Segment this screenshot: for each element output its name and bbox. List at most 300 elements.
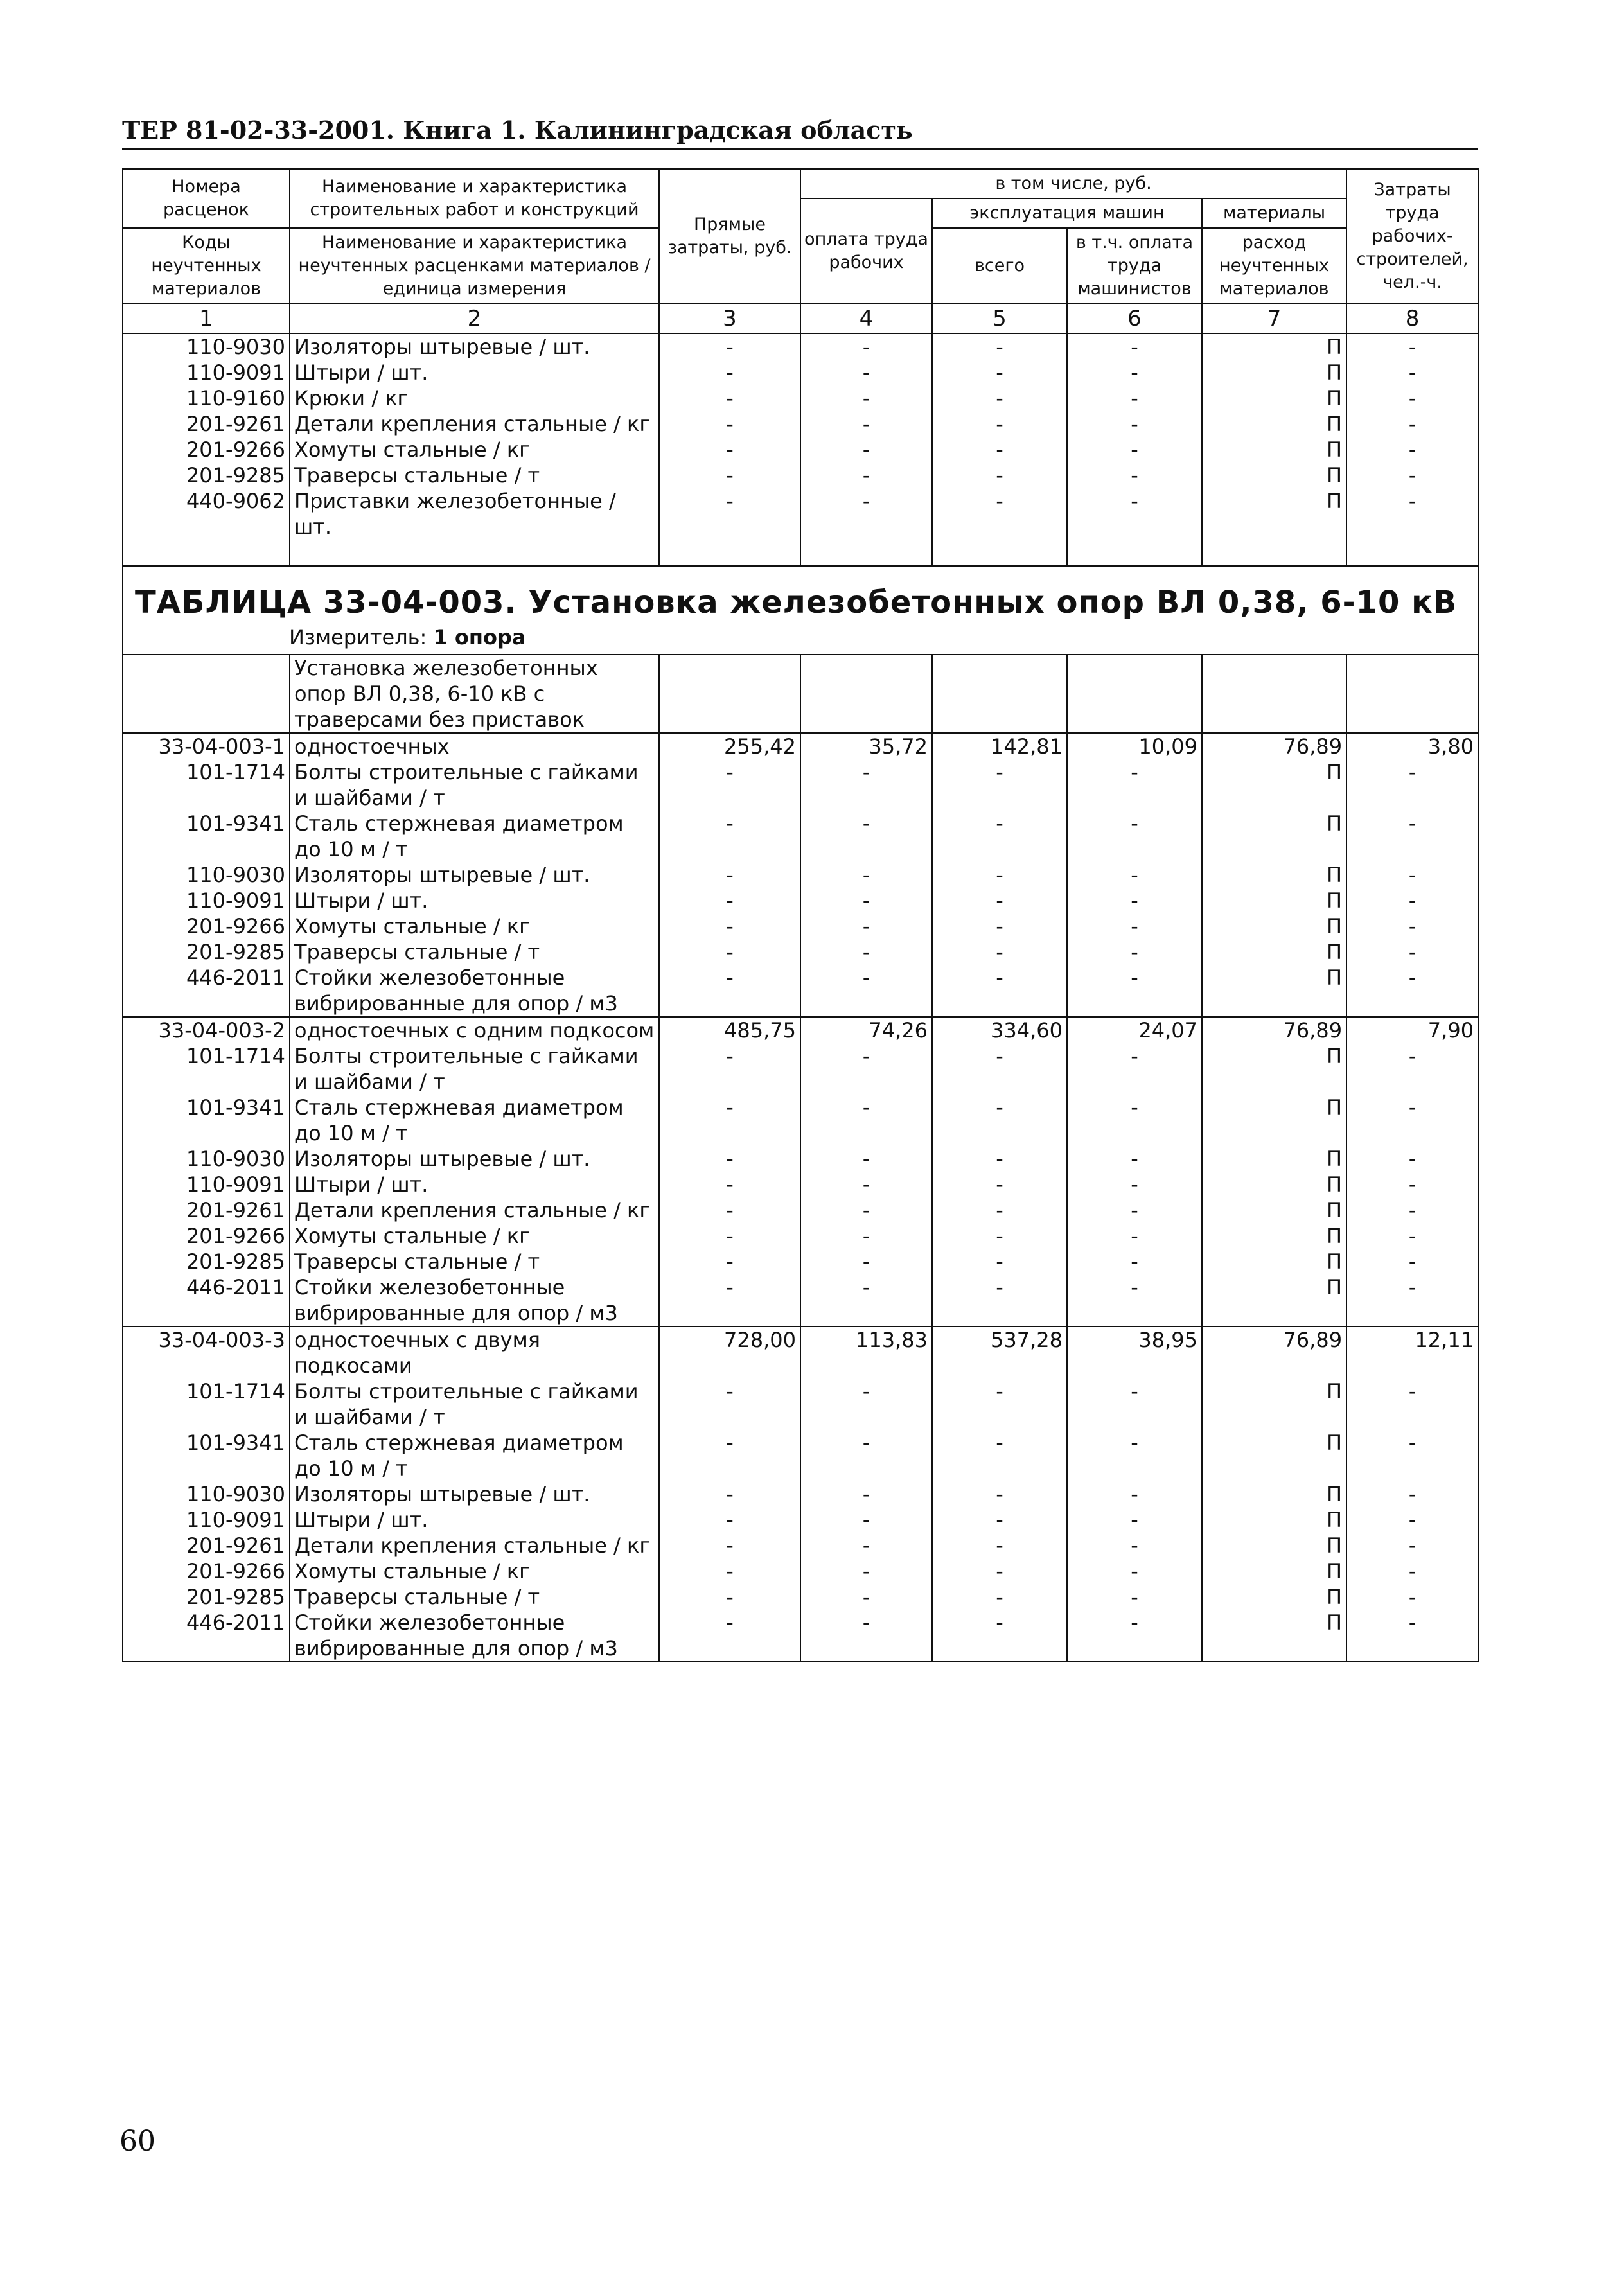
table-row <box>123 1507 1478 1533</box>
row-value: - <box>1067 1095 1202 1146</box>
row-value: - <box>1346 437 1478 463</box>
row-value: - <box>932 333 1067 360</box>
row-value: - <box>932 1507 1067 1533</box>
row-name: Изоляторы штыревые / шт. <box>290 333 659 360</box>
row-value: - <box>932 1533 1067 1558</box>
row-value: - <box>1067 411 1202 437</box>
row-name: Хомуты стальные / кг <box>290 437 659 463</box>
row-value: - <box>1067 1558 1202 1584</box>
col-num: 8 <box>1346 304 1478 333</box>
row-value: - <box>1067 913 1202 939</box>
row-value: - <box>659 913 800 939</box>
row-value: - <box>800 1146 932 1172</box>
row-name: Изоляторы штыревые / шт. <box>290 1146 659 1172</box>
row-code: 101-9341 <box>123 811 290 862</box>
row-value: - <box>932 1043 1067 1095</box>
row-name: Болты строительные с гайками и шайбами / т <box>290 1043 659 1095</box>
row-code: 440-9062 <box>123 488 290 540</box>
table-row <box>123 1043 1478 1095</box>
row-value: - <box>1067 965 1202 1017</box>
table-row <box>123 1017 1478 1043</box>
row-value: - <box>659 759 800 811</box>
row-value: - <box>800 862 932 888</box>
row-value: П <box>1202 1558 1346 1584</box>
row-value: 7,90 <box>1346 1017 1478 1043</box>
row-value: П <box>1202 913 1346 939</box>
row-value: - <box>800 463 932 488</box>
row-code: 110-9091 <box>123 888 290 913</box>
row-value: - <box>659 1610 800 1662</box>
row-value: - <box>1346 1095 1478 1146</box>
col-materials-name-header: Наименование и характеристика неучтенных расценками материалов / единица измерения <box>290 228 659 304</box>
row-name: Траверсы стальные / т <box>290 939 659 965</box>
row-value: 3,80 <box>1346 733 1478 759</box>
row-value: П <box>1202 1146 1346 1172</box>
row-value: - <box>1067 1584 1202 1610</box>
row-value: П <box>1202 1584 1346 1610</box>
row-name: Сталь стержневая диаметром до 10 м / т <box>290 1430 659 1481</box>
row-value: - <box>932 1584 1067 1610</box>
row-value: - <box>800 488 932 540</box>
row-code: 33-04-003-1 <box>123 733 290 759</box>
row-name: Штыри / шт. <box>290 888 659 913</box>
row-value: - <box>800 1095 932 1146</box>
row-value: - <box>1067 1533 1202 1558</box>
row-code: 110-9160 <box>123 385 290 411</box>
row-value: - <box>800 1481 932 1507</box>
row-value: - <box>659 385 800 411</box>
row-value: - <box>1067 1430 1202 1481</box>
row-code: 201-9261 <box>123 1533 290 1558</box>
row-value: - <box>1346 1507 1478 1533</box>
row-value: - <box>659 333 800 360</box>
row-value: - <box>1346 488 1478 540</box>
row-value: - <box>800 1249 932 1274</box>
col-num: 4 <box>800 304 932 333</box>
row-value: - <box>1067 333 1202 360</box>
table-row <box>123 1172 1478 1197</box>
row-name: Болты строительные с гайками и шайбами / т <box>290 1379 659 1430</box>
row-value: 35,72 <box>800 733 932 759</box>
table-row <box>123 333 1478 360</box>
row-value: - <box>1346 1558 1478 1584</box>
table-row <box>123 939 1478 965</box>
table-row <box>123 437 1478 463</box>
row-name: Стойки железобетонные вибрированные для опор / м3 <box>290 1274 659 1326</box>
row-value: - <box>800 1043 932 1095</box>
row-name: Детали крепления стальные / кг <box>290 1533 659 1558</box>
table-row <box>123 888 1478 913</box>
header-row-1 <box>123 169 1478 198</box>
row-value: П <box>1202 1274 1346 1326</box>
row-value: - <box>800 1223 932 1249</box>
row-value: - <box>659 1558 800 1584</box>
row-name: Сталь стержневая диаметром до 10 м / т <box>290 811 659 862</box>
row-code: 33-04-003-2 <box>123 1017 290 1043</box>
row-value: - <box>659 437 800 463</box>
row-value: П <box>1202 1379 1346 1430</box>
row-name: Штыри / шт. <box>290 1507 659 1533</box>
table-row <box>123 913 1478 939</box>
row-value: - <box>800 385 932 411</box>
row-name: Болты строительные с гайками и шайбами / т <box>290 759 659 811</box>
row-value: П <box>1202 385 1346 411</box>
row-value: - <box>800 1610 932 1662</box>
row-value: П <box>1202 862 1346 888</box>
row-value: - <box>1067 437 1202 463</box>
row-value: - <box>659 939 800 965</box>
table-row <box>123 360 1478 385</box>
row-value: П <box>1202 1481 1346 1507</box>
row-value: - <box>1067 1507 1202 1533</box>
row-value: - <box>659 1043 800 1095</box>
row-value: - <box>932 1172 1067 1197</box>
row-value: - <box>800 333 932 360</box>
row-code: 110-9091 <box>123 360 290 385</box>
row-value: 76,89 <box>1202 733 1346 759</box>
row-value: 728,00 <box>659 1326 800 1379</box>
row-value: П <box>1202 437 1346 463</box>
row-value: - <box>932 1610 1067 1662</box>
row-code: 201-9285 <box>123 1249 290 1274</box>
col-num: 5 <box>932 304 1067 333</box>
row-value: - <box>1346 913 1478 939</box>
row-code: 201-9266 <box>123 1223 290 1249</box>
row-value: П <box>1202 360 1346 385</box>
row-value: - <box>659 811 800 862</box>
row-value: 334,60 <box>932 1017 1067 1043</box>
row-code: 110-9091 <box>123 1172 290 1197</box>
table-row <box>123 1326 1478 1379</box>
row-value: - <box>1346 1043 1478 1095</box>
document-header: ТЕР 81-02-33-2001. Книга 1. Калининградская область <box>122 116 1478 150</box>
col-rates-header: Номера расценок <box>123 169 290 228</box>
row-value: - <box>659 965 800 1017</box>
row-value: - <box>659 1430 800 1481</box>
row-value: - <box>1346 1197 1478 1223</box>
row-value: 485,75 <box>659 1017 800 1043</box>
col-num: 6 <box>1067 304 1202 333</box>
row-value: П <box>1202 1043 1346 1095</box>
table-row <box>123 1481 1478 1507</box>
row-value: - <box>932 411 1067 437</box>
row-value: - <box>800 939 932 965</box>
row-value: П <box>1202 1095 1346 1146</box>
row-code: 201-9285 <box>123 1584 290 1610</box>
row-value: - <box>659 1533 800 1558</box>
row-value: П <box>1202 1533 1346 1558</box>
table-title: ТАБЛИЦА 33-04-003. Установка железобетонных опор ВЛ 0,38, 6-10 кВ <box>135 585 1458 621</box>
row-value: - <box>800 437 932 463</box>
row-value: - <box>932 862 1067 888</box>
row-value: 255,42 <box>659 733 800 759</box>
col-num: 3 <box>659 304 800 333</box>
row-code: 201-9261 <box>123 1197 290 1223</box>
row-code: 101-1714 <box>123 759 290 811</box>
row-value: - <box>800 1172 932 1197</box>
row-value: - <box>1067 1043 1202 1095</box>
row-value: - <box>1067 759 1202 811</box>
row-code: 33-04-003-3 <box>123 1326 290 1379</box>
row-code: 446-2011 <box>123 965 290 1017</box>
row-value: - <box>800 1197 932 1223</box>
meter-label: Измеритель: <box>289 625 427 649</box>
row-value: - <box>800 1430 932 1481</box>
row-value: - <box>800 411 932 437</box>
row-value: - <box>932 1481 1067 1507</box>
row-value: - <box>659 488 800 540</box>
row-code: 101-9341 <box>123 1430 290 1481</box>
row-value: П <box>1202 411 1346 437</box>
row-name: Траверсы стальные / т <box>290 1584 659 1610</box>
table-row <box>123 1146 1478 1172</box>
row-value: - <box>1067 488 1202 540</box>
table-row <box>123 1430 1478 1481</box>
row-value: 537,28 <box>932 1326 1067 1379</box>
row-value: - <box>932 1430 1067 1481</box>
rates-table <box>122 168 1479 1662</box>
row-value: - <box>932 965 1067 1017</box>
table-row <box>123 463 1478 488</box>
row-code: 446-2011 <box>123 1274 290 1326</box>
row-value: П <box>1202 1507 1346 1533</box>
row-value: П <box>1202 965 1346 1017</box>
row-value: - <box>1346 888 1478 913</box>
row-value: - <box>659 888 800 913</box>
row-value: - <box>1346 1249 1478 1274</box>
row-code: 201-9261 <box>123 411 290 437</box>
row-value: - <box>659 1379 800 1430</box>
row-code: 201-9285 <box>123 939 290 965</box>
row-value: - <box>1346 1274 1478 1326</box>
col-num: 2 <box>290 304 659 333</box>
materials-header: материалы <box>1202 198 1346 228</box>
row-value: П <box>1202 1197 1346 1223</box>
col-operators-header: в т.ч. оплата труда машинистов <box>1067 228 1202 304</box>
row-value: - <box>932 1379 1067 1430</box>
row-value: - <box>932 888 1067 913</box>
row-value: - <box>1067 1249 1202 1274</box>
row-name: Приставки железобетонные / шт. <box>290 488 659 540</box>
row-name: Крюки / кг <box>290 385 659 411</box>
machines-header: эксплуатация машин <box>932 198 1202 228</box>
row-value: - <box>932 488 1067 540</box>
row-value: - <box>1346 411 1478 437</box>
row-name: одностоечных с двумя подкосами <box>290 1326 659 1379</box>
row-value: 10,09 <box>1067 733 1202 759</box>
table-row <box>123 1610 1478 1662</box>
row-value: - <box>1067 1379 1202 1430</box>
table-row <box>123 1274 1478 1326</box>
col-num: 7 <box>1202 304 1346 333</box>
row-value: - <box>1346 759 1478 811</box>
row-code: 201-9266 <box>123 437 290 463</box>
row-value: - <box>800 1533 932 1558</box>
row-value: П <box>1202 1430 1346 1481</box>
row-value: - <box>800 888 932 913</box>
row-value: - <box>1346 1533 1478 1558</box>
row-value: П <box>1202 1223 1346 1249</box>
row-name: Сталь стержневая диаметром до 10 м / т <box>290 1095 659 1146</box>
row-name: Стойки железобетонные вибрированные для опор / м3 <box>290 1610 659 1662</box>
row-value: - <box>1067 1197 1202 1223</box>
row-value: - <box>1346 862 1478 888</box>
col-labor-header: Затраты труда рабочих-строителей, чел.-ч. <box>1346 169 1478 304</box>
table-row <box>123 411 1478 437</box>
row-value: - <box>1346 333 1478 360</box>
row-value: - <box>1067 862 1202 888</box>
row-value: - <box>1067 1274 1202 1326</box>
row-code: 201-9266 <box>123 913 290 939</box>
row-value: 76,89 <box>1202 1017 1346 1043</box>
row-value: - <box>1067 1223 1202 1249</box>
col-num: 1 <box>123 304 290 333</box>
row-name: одностоечных <box>290 733 659 759</box>
table-row <box>123 488 1478 540</box>
row-value: - <box>1067 1481 1202 1507</box>
row-value: - <box>800 811 932 862</box>
row-value: - <box>1067 1610 1202 1662</box>
row-value: П <box>1202 1610 1346 1662</box>
row-value: - <box>659 1223 800 1249</box>
row-value: 142,81 <box>932 733 1067 759</box>
row-value: - <box>800 913 932 939</box>
row-code: 201-9285 <box>123 463 290 488</box>
col-codes-header: Коды неучтенных материалов <box>123 228 290 304</box>
row-value: - <box>659 1274 800 1326</box>
col-machines-total-header: всего <box>932 228 1067 304</box>
table-row <box>123 1095 1478 1146</box>
row-value: - <box>659 1249 800 1274</box>
column-numbers-row <box>123 304 1478 333</box>
row-value: - <box>1067 811 1202 862</box>
row-value: - <box>659 1172 800 1197</box>
row-value: - <box>1346 1610 1478 1662</box>
row-value: - <box>659 1197 800 1223</box>
col-direct-costs-header: Прямые затраты, руб. <box>659 169 800 304</box>
row-value: - <box>1067 463 1202 488</box>
row-value: - <box>659 1146 800 1172</box>
col-wages-header: оплата труда рабочих <box>800 198 932 304</box>
row-value: - <box>659 1481 800 1507</box>
row-value: - <box>659 360 800 385</box>
row-name: Траверсы стальные / т <box>290 1249 659 1274</box>
row-value: П <box>1202 333 1346 360</box>
table-row <box>123 811 1478 862</box>
row-name: Изоляторы штыревые / шт. <box>290 1481 659 1507</box>
page-number: 60 <box>119 2125 155 2158</box>
row-value: - <box>932 1095 1067 1146</box>
table-row <box>123 1584 1478 1610</box>
row-value: - <box>932 1197 1067 1223</box>
row-value: - <box>1346 1146 1478 1172</box>
row-value: - <box>1346 385 1478 411</box>
row-name: Штыри / шт. <box>290 1172 659 1197</box>
table-row <box>123 1558 1478 1584</box>
table-row <box>123 759 1478 811</box>
row-value: - <box>932 939 1067 965</box>
row-value: - <box>932 913 1067 939</box>
row-value: - <box>659 1507 800 1533</box>
row-value: - <box>1346 1430 1478 1481</box>
row-value: 113,83 <box>800 1326 932 1379</box>
row-value: - <box>800 1507 932 1533</box>
row-value: - <box>1346 1379 1478 1430</box>
row-name: Хомуты стальные / кг <box>290 1558 659 1584</box>
table-row <box>123 965 1478 1017</box>
row-value: - <box>1346 1584 1478 1610</box>
row-value: - <box>932 463 1067 488</box>
row-value: - <box>659 411 800 437</box>
row-value: - <box>1346 1481 1478 1507</box>
row-value: - <box>1346 1223 1478 1249</box>
row-value: 74,26 <box>800 1017 932 1043</box>
row-value: 12,11 <box>1346 1326 1478 1379</box>
row-value: 24,07 <box>1067 1017 1202 1043</box>
row-code: 101-9341 <box>123 1095 290 1146</box>
row-value: - <box>800 1558 932 1584</box>
row-value: - <box>800 360 932 385</box>
table-row <box>123 1249 1478 1274</box>
row-value: - <box>800 1584 932 1610</box>
row-value: П <box>1202 811 1346 862</box>
row-value: - <box>932 385 1067 411</box>
row-value: - <box>800 1379 932 1430</box>
row-value: - <box>932 811 1067 862</box>
row-value: П <box>1202 1249 1346 1274</box>
row-value: - <box>1067 1146 1202 1172</box>
section-intro: Установка железобетонных опор ВЛ 0,38, 6-10 кВ с траверсами без приставок <box>290 655 659 733</box>
row-value: П <box>1202 888 1346 913</box>
table-row <box>123 1533 1478 1558</box>
row-name: Хомуты стальные / кг <box>290 913 659 939</box>
row-code: 110-9030 <box>123 1146 290 1172</box>
table-row <box>123 1197 1478 1223</box>
row-value: - <box>1346 1172 1478 1197</box>
row-code: 201-9266 <box>123 1558 290 1584</box>
row-value: - <box>932 1274 1067 1326</box>
col-works-header: Наименование и характеристика строительных работ и конструкций <box>290 169 659 228</box>
row-value: - <box>659 862 800 888</box>
row-value: - <box>659 463 800 488</box>
row-name: Изоляторы штыревые / шт. <box>290 862 659 888</box>
row-value: - <box>932 437 1067 463</box>
row-code: 101-1714 <box>123 1043 290 1095</box>
row-value: 38,95 <box>1067 1326 1202 1379</box>
row-value: П <box>1202 463 1346 488</box>
row-value: 76,89 <box>1202 1326 1346 1379</box>
meter-value: 1 опора <box>433 625 526 649</box>
row-name: Траверсы стальные / т <box>290 463 659 488</box>
row-value: - <box>1346 939 1478 965</box>
row-code: 110-9030 <box>123 333 290 360</box>
row-value: - <box>1346 463 1478 488</box>
table-row <box>123 733 1478 759</box>
row-value: - <box>932 1146 1067 1172</box>
row-value: - <box>932 1249 1067 1274</box>
row-value: - <box>932 1558 1067 1584</box>
row-name: Детали крепления стальные / кг <box>290 1197 659 1223</box>
row-value: - <box>1067 360 1202 385</box>
row-value: - <box>1067 888 1202 913</box>
table-row <box>123 385 1478 411</box>
row-value: - <box>1346 360 1478 385</box>
row-value: - <box>800 965 932 1017</box>
row-value: - <box>932 759 1067 811</box>
row-name: Стойки железобетонные вибрированные для опор / м3 <box>290 965 659 1017</box>
row-code: 110-9030 <box>123 862 290 888</box>
row-value: - <box>1067 385 1202 411</box>
